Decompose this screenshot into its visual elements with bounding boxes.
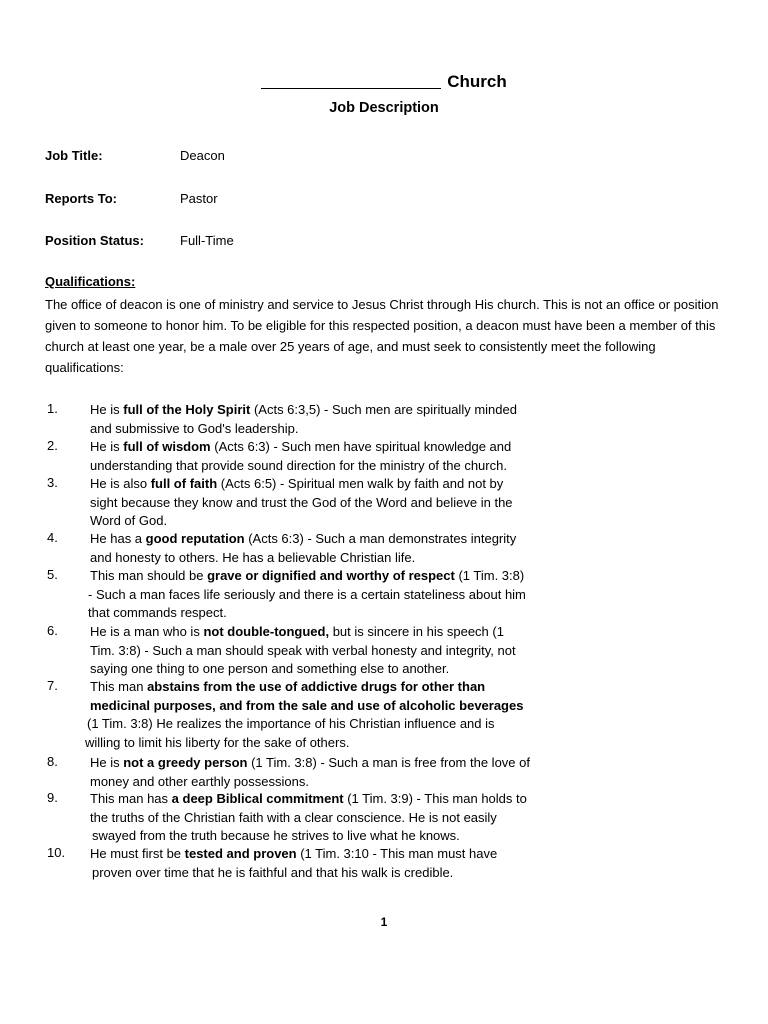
qualification-number: 8. — [47, 754, 58, 769]
text-run: This man has — [90, 791, 172, 806]
page-number: 1 — [380, 915, 388, 929]
bold-phrase: good reputation — [145, 531, 245, 546]
text-run: (1 Tim. 3:8) — [454, 568, 525, 583]
qualification-line — [0, 827, 527, 846]
qualification-text — [0, 845, 497, 882]
text-run: (Acts 6:3,5) - Such men are spiritually minded — [250, 402, 517, 417]
field-label: Job Title: — [45, 148, 103, 163]
text-run: - Such a man faces life seriously and there is a certain stateliness about him — [88, 586, 526, 602]
text-run: (Acts 6:3) - Such men have spiritual knowledge and — [210, 439, 512, 454]
text-run: He has a — [90, 531, 146, 546]
qualification-number: 4. — [47, 530, 58, 545]
text-run: that commands respect. — [88, 605, 227, 620]
qualification-text — [0, 790, 527, 846]
text-run: and honesty to others. He has a believable Christian life. — [90, 549, 416, 565]
qualification-number: 1. — [47, 401, 58, 416]
qualification-line — [0, 773, 530, 792]
qualification-number: 3. — [47, 475, 58, 490]
qualification-line — [0, 494, 513, 513]
text-run: proven over time that he is faithful and that his walk is credible. — [92, 864, 454, 880]
text-run: (1 Tim. 3:8) - Such a man is free from the love of — [247, 755, 530, 770]
qualification-text — [0, 530, 516, 567]
title-suffix: Church — [447, 72, 507, 91]
field-value: Pastor — [180, 191, 218, 206]
qualification-line — [0, 754, 530, 773]
field-job-title — [45, 148, 225, 163]
qualification-text — [0, 754, 530, 791]
field-label: Position Status: — [45, 233, 144, 248]
text-run: (1 Tim. 3:9) - This man holds to — [343, 791, 527, 806]
text-run: He is — [90, 439, 124, 454]
bold-phrase: not double-tongued, — [203, 624, 330, 639]
text-run: (1 Tim. 3:10 - This man must have — [296, 846, 498, 861]
qualification-line — [0, 401, 517, 420]
bold-phrase: grave or dignified and worthy of respect — [207, 568, 455, 583]
text-run: This man should be — [90, 568, 208, 583]
qualification-text — [0, 438, 511, 475]
qualification-number: 7. — [47, 678, 58, 693]
text-run: He must first be — [90, 846, 185, 861]
qualification-text — [0, 567, 526, 623]
qualification-line — [0, 864, 497, 883]
field-position-status — [45, 233, 234, 248]
text-run: Tim. 3:8) - Such a man should speak with verbal honesty and integrity, not — [90, 642, 516, 658]
qualification-number: 6. — [47, 623, 58, 638]
bold-phrase: tested and proven — [184, 846, 297, 861]
qualification-number: 2. — [47, 438, 58, 453]
qualification-line — [0, 549, 516, 568]
bold-phrase: full of wisdom — [123, 439, 211, 454]
qualification-line — [0, 530, 516, 549]
text-run: He is a man who is — [90, 624, 204, 639]
text-run: understanding that provide sound direction for the ministry of the church. — [90, 457, 507, 473]
text-run: He is — [90, 755, 124, 770]
text-run: He is — [90, 402, 124, 417]
qualification-line — [0, 660, 516, 679]
text-run: (Acts 6:3) - Such a man demonstrates integrity — [244, 531, 517, 546]
qualification-text — [0, 475, 513, 531]
page-title — [0, 72, 768, 92]
text-run: but is sincere in his speech (1 — [329, 624, 504, 639]
qualification-text — [0, 623, 516, 679]
text-run: willing to limit his liberty for the sake of others. — [85, 734, 350, 750]
text-run: and submissive to God's leadership. — [90, 420, 299, 436]
qualification-line — [0, 734, 523, 753]
qualification-line — [0, 586, 526, 605]
bold-phrase: full of faith — [150, 476, 218, 491]
qualification-line — [0, 457, 511, 476]
bold-phrase: not a greedy person — [123, 755, 248, 770]
qualifications-intro: The office of deacon is one of ministry and service to Jesus Christ through His church. This is not an office or position given to someone to honor him. To be eligible for this respected position, a deacon must have been a member of this church at least one year, be a male over 25 years of age, and must seek to consistently meet the following qualifications: — [45, 297, 719, 375]
qualification-line — [0, 623, 516, 642]
text-run: Word of God. — [90, 513, 168, 528]
qualification-line — [0, 567, 526, 586]
qualification-line — [0, 512, 513, 531]
qualification-line — [0, 697, 523, 716]
qualification-line — [0, 438, 511, 457]
field-reports-to — [45, 191, 218, 206]
qualification-text — [0, 401, 517, 438]
qualification-number: 10. — [47, 845, 66, 860]
text-run: This man — [90, 679, 148, 694]
qualification-line — [0, 678, 523, 697]
qualification-line — [0, 790, 527, 809]
text-run: swayed from the truth because he strives to live what he knows. — [92, 828, 460, 843]
bold-phrase: abstains from the use of addictive drugs for other than — [147, 679, 486, 694]
qualification-text — [0, 678, 523, 752]
qualification-line — [0, 809, 527, 828]
bold-phrase: medicinal purposes, and from the sale and use of alcoholic beverages — [90, 697, 524, 713]
qualification-number: 9. — [47, 790, 58, 805]
field-label: Reports To: — [45, 191, 117, 206]
qualification-number: 5. — [47, 567, 58, 582]
text-run: sight because they know and trust the God of the Word and believe in the — [90, 494, 513, 510]
text-run: money and other earthly possessions. — [90, 773, 309, 789]
text-run: (1 Tim. 3:8) He realizes the importance of his Christian influence and is — [87, 716, 495, 731]
qualifications-heading: Qualifications: — [45, 274, 136, 289]
qualification-line — [0, 715, 523, 734]
field-value: Deacon — [180, 148, 225, 163]
field-value: Full-Time — [180, 233, 234, 248]
qualification-line — [0, 845, 497, 864]
bold-phrase: full of the Holy Spirit — [123, 402, 251, 417]
qualification-line — [0, 420, 517, 439]
text-run: He is also — [90, 476, 151, 491]
text-run: the truths of the Christian faith with a clear conscience. He is not easily — [90, 809, 497, 825]
text-run: (Acts 6:5) - Spiritual men walk by faith and not by — [217, 476, 504, 491]
church-name-blank — [261, 88, 441, 89]
document-subtitle: Job Description — [329, 100, 439, 116]
qualification-line — [0, 475, 513, 494]
qualification-line — [0, 604, 526, 623]
text-run: saying one thing to one person and something else to another. — [90, 661, 450, 676]
bold-phrase: a deep Biblical commitment — [171, 791, 344, 806]
qualification-line — [0, 642, 516, 661]
